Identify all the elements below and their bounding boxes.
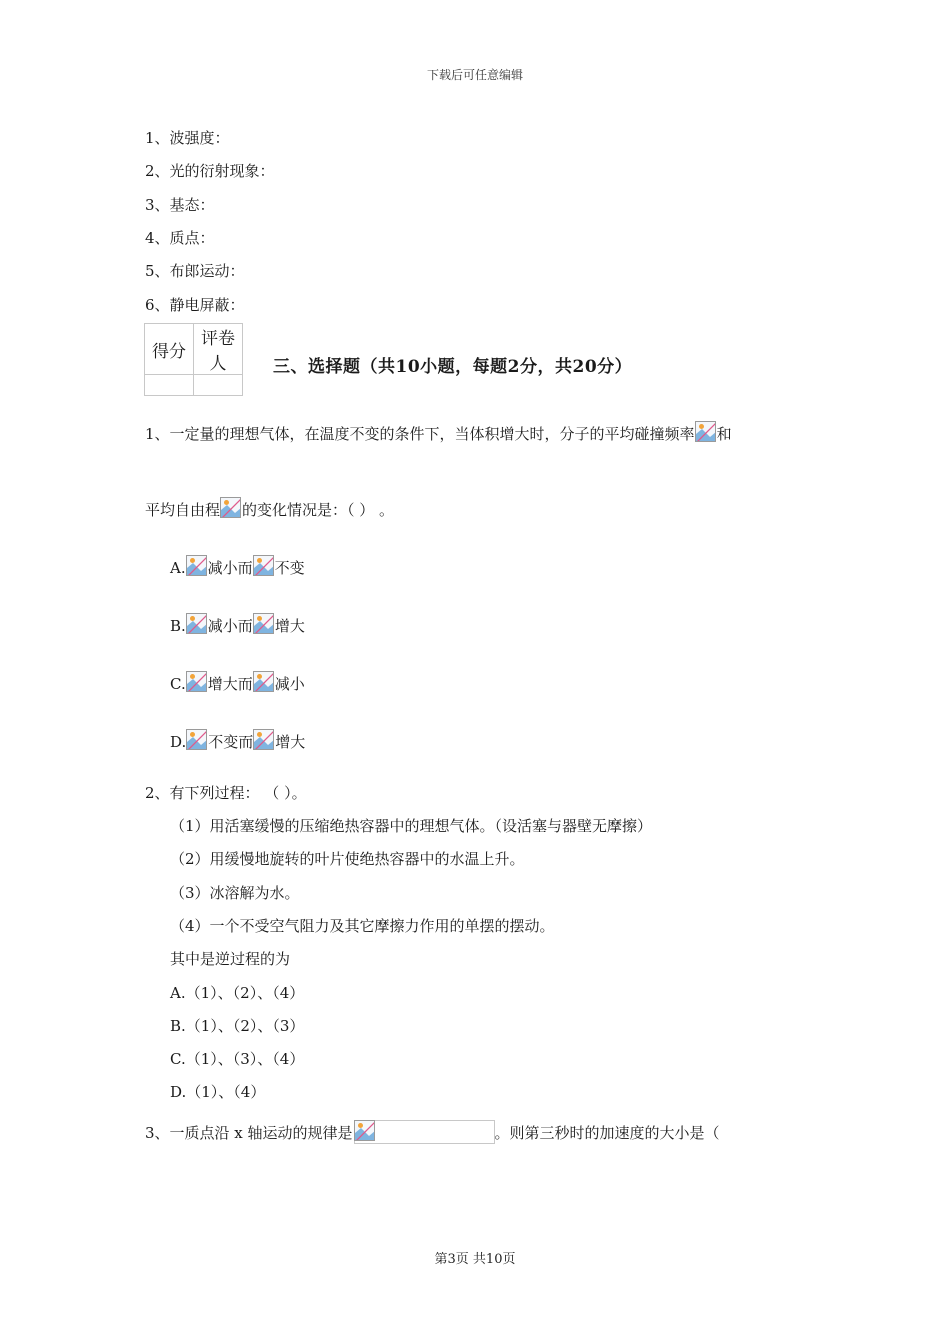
score-header: 得分 [145, 324, 194, 375]
q1-line2 [145, 497, 394, 520]
option-letter: C. [170, 675, 186, 693]
broken-image-icon [186, 613, 207, 634]
q1-line1-end: 和 [716, 425, 732, 443]
option-letter: A. [170, 559, 186, 577]
option-mid: 不变而 [208, 733, 254, 751]
broken-image-icon [186, 555, 207, 576]
grader-header: 评卷人 [194, 324, 243, 375]
broken-image-icon [695, 421, 716, 442]
broken-image-icon [253, 555, 274, 576]
broken-image-icon [253, 729, 274, 750]
option-end: 增大 [274, 617, 305, 635]
option-mid: 增大而 [207, 675, 253, 693]
term-4: 4、质点： [145, 229, 215, 247]
option-mid: 减小而 [207, 617, 253, 635]
term-5: 5、布郎运动： [145, 262, 245, 280]
q2-item-2: （2）用缓慢地旋转的叶片使绝热容器中的水温上升。 [170, 850, 525, 868]
score-table [144, 323, 243, 396]
option-letter: B. [170, 617, 186, 635]
term-6: 6、静电屏蔽： [145, 296, 245, 314]
q2-option-a: A.（1）、（2）、（4） [170, 984, 305, 1002]
section-title: 三、选择题（共10小题，每题2分，共20分） [273, 357, 633, 377]
broken-image-icon [253, 613, 274, 634]
broken-image-icon [253, 671, 274, 692]
option-mid: 减小而 [207, 559, 253, 577]
q3-line [145, 1120, 720, 1144]
term-1: 1、波强度： [145, 129, 230, 147]
broken-image-icon [186, 729, 207, 750]
option-letter: D. [170, 733, 187, 751]
q2-item-4: （4）一个不受空气阻力及其它摩擦力作用的单摆的摆动。 [170, 917, 555, 935]
q1-option-b [170, 613, 305, 636]
q2-option-d: D.（1）、（4） [170, 1083, 266, 1101]
term-2: 2、光的衍射现象： [145, 162, 275, 180]
option-end: 不变 [274, 559, 305, 577]
q1-line2-start: 平均自由程 [145, 501, 221, 519]
q3-end: 。则第三秒时的加速度的大小是（ [494, 1124, 720, 1142]
broken-image-icon [220, 497, 241, 518]
broken-image-icon [186, 671, 207, 692]
option-end: 增大 [275, 733, 306, 751]
page-header: 下载后可任意编辑 [426, 68, 523, 82]
q1-option-a [170, 555, 305, 578]
q1-option-c [170, 671, 305, 694]
q1-option-d [170, 729, 305, 752]
q1-line2-end: 的变化情况是：（ ） 。 [242, 501, 395, 519]
formula-image [354, 1120, 495, 1144]
q2-stem: 2、有下列过程： （ ）。 [145, 784, 307, 802]
q2-item-1: （1）用活塞缓慢的压缩绝热容器中的理想气体。（设活塞与器壁无摩擦） [170, 817, 653, 835]
q2-prompt: 其中是逆过程的为 [170, 950, 291, 968]
page-footer: 第3页 共10页 [434, 1252, 516, 1267]
q1-line1 [145, 421, 732, 444]
q1-line1-text: 1、一定量的理想气体，在温度不变的条件下，当体积增大时，分子的平均碰撞频率 [145, 425, 695, 443]
term-3: 3、基态： [145, 196, 215, 214]
q2-option-c: C.（1）、（3）、（4） [170, 1050, 305, 1068]
broken-image-icon [354, 1120, 375, 1141]
q2-item-3: （3）冰溶解为水。 [170, 884, 300, 902]
q2-option-b: B.（1）、（2）、（3） [170, 1017, 305, 1035]
grader-cell [194, 375, 243, 396]
score-cell [145, 375, 194, 396]
option-end: 减小 [274, 675, 305, 693]
q3-start: 3、一质点沿 x 轴运动的规律是 [145, 1124, 353, 1142]
